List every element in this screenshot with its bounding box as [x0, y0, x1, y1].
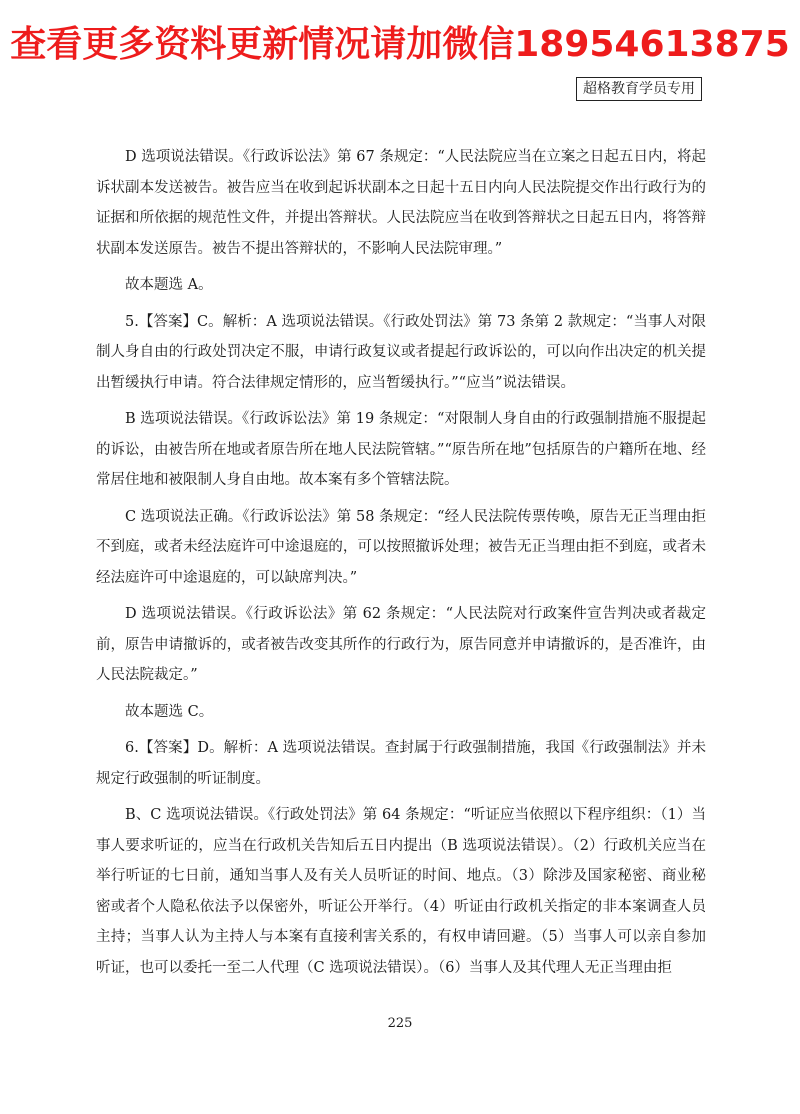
- paragraph: B、C 选项说法错误。《行政处罚法》第 64 条规定：“听证应当依照以下程序组织：（1）当事人要求听证的，应当在行政机关告知后五日内提出（B 选项说法错误）。（2）行政机关应当在举行听证的七日前，通知当事人及有关人员听证的时间、地点。（3）除涉及国家秘密、商业秘密或者个人隐私依法予以保密外，听证公开举行。（4）听证由行政机关指定的非本案调查人员主持；当事人认为主持人与本案有直接利害关系的，有权申请回避。（5）当事人可以亲自参加听证，也可以委托一至二人代理（C 选项说法错误）。（6）当事人及其代理人无正当理由拒: [96, 807, 706, 976]
- watermark-banner: 查看更多资料更新情况请加微信18954613875: [10, 24, 790, 65]
- paragraph: 故本题选 C。: [125, 703, 214, 720]
- paragraph: 6.【答案】D。解析：A 选项说法错误。查封属于行政强制措施，我国《行政强制法》并未规定行政强制的听证制度。: [96, 740, 706, 787]
- paragraph: 故本题选 A。: [125, 277, 213, 293]
- member-stamp: 超格教育学员专用: [576, 77, 702, 101]
- page-number: 225: [387, 1016, 413, 1031]
- document-body: [96, 142, 706, 989]
- paragraph: D 选项说法错误。《行政诉讼法》第 67 条规定：“人民法院应当在立案之日起五日内，将起诉状副本发送被告。被告应当在收到起诉状副本之日起十五日内向人民法院提交作出行政行为的证据和所依据的规范性文件，并提出答辩状。人民法院应当在收到答辩状之日起五日内，将答辩状副本发送原告。被告不提出答辩状的，不影响人民法院审理。”: [96, 149, 706, 257]
- paragraph: 5.【答案】C。解析：A 选项说法错误。《行政处罚法》第 73 条第 2 款规定：“当事人对限制人身自由的行政处罚决定不服，申请行政复议或者提起行政诉讼的，可以向作出决定的机关提出暂缓执行申请。符合法律规定情形的，应当暂缓执行。”“应当”说法错误。: [96, 313, 706, 391]
- paragraph: D 选项说法错误。《行政诉讼法》第 62 条规定：“人民法院对行政案件宣告判决或者裁定前，原告申请撤诉的，或者被告改变其所作的行政行为，原告同意并申请撤诉的，是否准许，由人民法院裁定。”: [96, 606, 706, 683]
- paragraph: B 选项说法错误。《行政诉讼法》第 19 条规定：“对限制人身自由的行政强制措施不服提起的诉讼，由被告所在地或者原告所在地人民法院管辖。”“原告所在地”包括原告的户籍所在地、经常居住地和被限制人身自由地。故本案有多个管辖法院。: [96, 411, 706, 488]
- paragraph: C 选项说法正确。《行政诉讼法》第 58 条规定：“经人民法院传票传唤，原告无正当理由拒不到庭，或者未经法庭许可中途退庭的，可以按照撤诉处理；被告无正当理由拒不到庭，或者未经法庭许可中途退庭的，可以缺席判决。”: [96, 508, 706, 586]
